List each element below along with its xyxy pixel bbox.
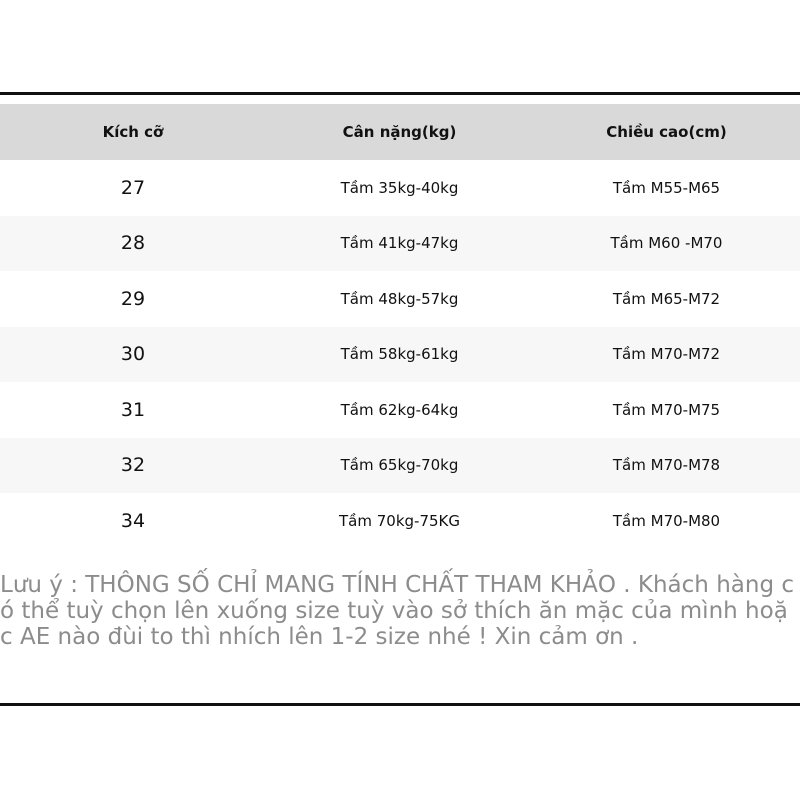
cell-height: Tầm M70-M78: [612, 456, 721, 475]
table-header-row: [0, 104, 800, 160]
cell-height: Tầm M70-M75: [612, 400, 721, 419]
cell-weight: Tầm 41kg-47kg: [340, 234, 459, 253]
table-row: [0, 160, 800, 216]
cell-weight: Tầm 48kg-57kg: [340, 289, 459, 308]
size-table: [0, 104, 800, 549]
cell-size: 29: [120, 287, 146, 310]
cell-height: Tầm M70-M72: [612, 345, 721, 364]
cell-weight: Tầm 58kg-61kg: [340, 345, 459, 364]
disclaimer-note: Lưu ý : THÔNG SỐ CHỈ MANG TÍNH CHẤT THAM KHẢO . Khách hàng có thể tuỳ chọn lên xuống size tuỳ vào sở thích ăn mặc của mình hoặc AE nào đùi to thì nhích lên 1-2 size nhé ! Xin cảm ơn .: [0, 572, 794, 650]
header-size: Kích cỡ: [102, 123, 164, 141]
table-row: [0, 438, 800, 494]
cell-weight: Tầm 70kg-75KG: [339, 511, 460, 530]
table-row: [0, 327, 800, 383]
header-height: Chiều cao(cm): [606, 123, 727, 141]
cell-weight: Tầm 35kg-40kg: [340, 178, 459, 197]
bottom-divider: [0, 703, 800, 706]
cell-size: 34: [120, 509, 146, 532]
cell-weight: Tầm 62kg-64kg: [340, 400, 459, 419]
cell-height: Tầm M55-M65: [612, 178, 721, 197]
table-row: [0, 382, 800, 438]
cell-size: 32: [120, 454, 146, 477]
cell-weight: Tầm 65kg-70kg: [340, 456, 459, 475]
cell-height: Tầm M70-M80: [612, 511, 721, 530]
cell-height: Tầm M65-M72: [612, 289, 721, 308]
header-weight: Cân nặng(kg): [342, 123, 457, 141]
cell-size: 27: [120, 176, 146, 199]
cell-size: 28: [120, 232, 146, 255]
table-row: [0, 216, 800, 272]
cell-size: 30: [120, 343, 146, 366]
cell-height: Tầm M60 -M70: [610, 234, 723, 253]
cell-size: 31: [120, 398, 146, 421]
top-divider: [0, 92, 800, 95]
table-row: [0, 493, 800, 549]
table-row: [0, 271, 800, 327]
